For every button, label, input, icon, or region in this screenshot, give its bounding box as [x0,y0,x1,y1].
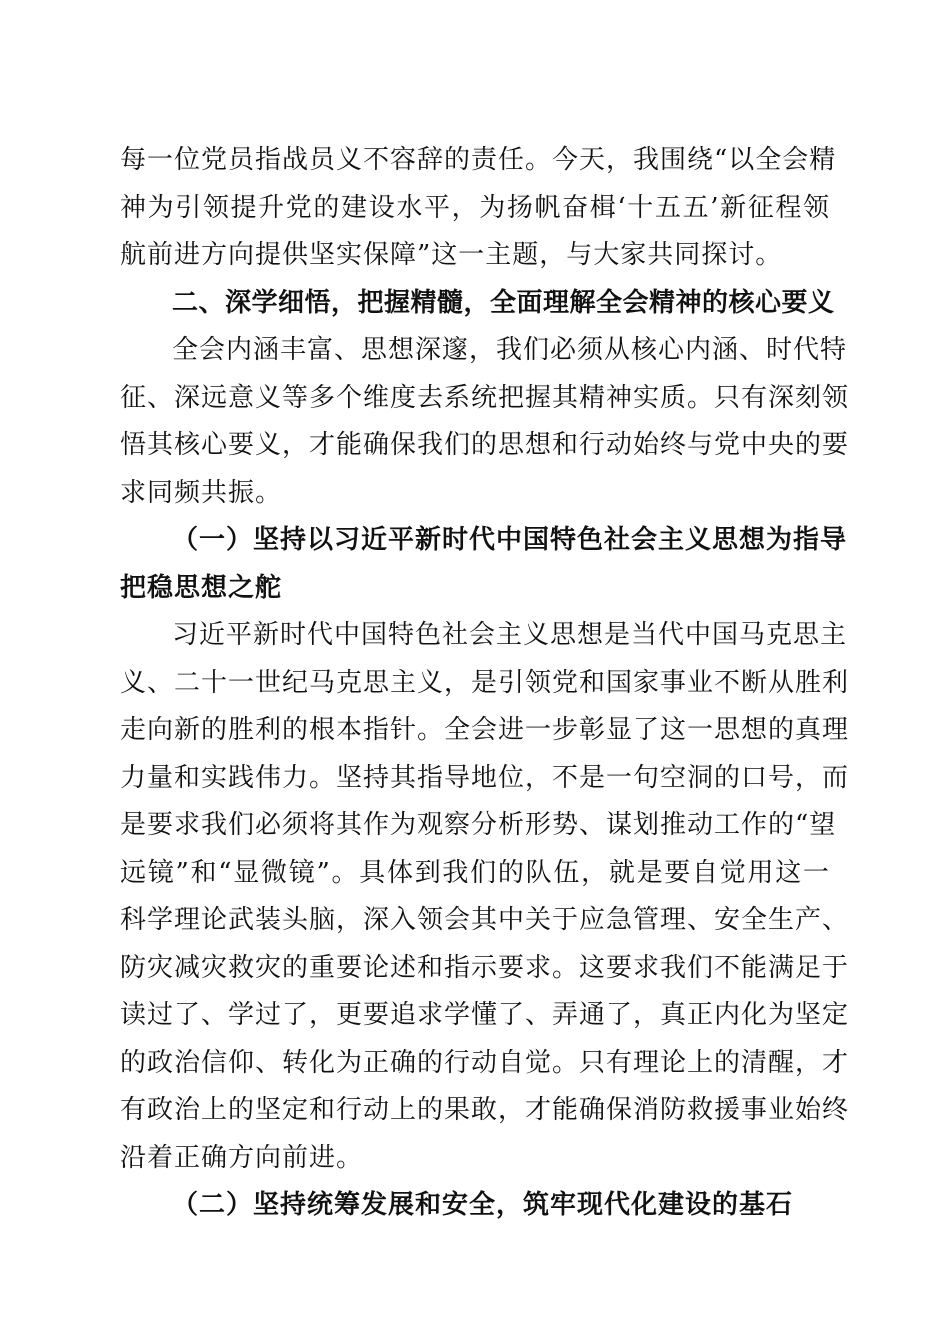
subsection-heading: （二）坚持统筹发展和安全，筑牢现代化建设的基石 [172,1190,794,1220]
body-line: 防灾减灾救灾的重要论述和指示要求。这要求我们不能满足于 [120,952,850,983]
body-line: 力量和实践伟力。坚持其指导地位，不是一句空洞的口号，而 [120,762,850,793]
body-line: 全会内涵丰富、思想深邃，我们必须从核心内涵、时代特 [172,335,848,365]
body-line: 的政治信仰、转化为正确的行动自觉。只有理论上的清醒，才 [120,1047,850,1078]
body-line: 远镜”和“显微镜”。具体到我们的队伍，就是要自觉用这一 [120,857,830,888]
subsection-heading: （一）坚持以习近平新时代中国特色社会主义思想为指导 [172,525,848,555]
body-line: 走向新的胜利的根本指针。全会进一步彰显了这一思想的真理 [120,715,850,745]
document-page [120,137,850,1230]
body-line: 习近平新时代中国特色社会主义思想是当代中国马克思主 [172,620,848,650]
body-line: 有政治上的坚定和行动上的果敢，才能确保消防救援事业始终 [120,1095,850,1125]
subsection-heading: 把稳思想之舵 [120,572,283,603]
body-line: 征、深远意义等多个维度去系统把握其精神实质。只有深刻领 [120,382,850,413]
body-line: 是要求我们必须将其作为观察分析形势、谋划推动工作的“望 [120,810,837,840]
body-line: 神为引领提升党的建设水平，为扬帆奋楫‘十五五’新征程领 [120,192,830,223]
body-line: 义、二十一世纪马克思主义，是引领党和国家事业不断从胜利 [120,667,850,698]
body-line: 悟其核心要义，才能确保我们的思想和行动始终与党中央的要 [120,430,850,460]
body-line: 求同频共振。 [120,477,283,508]
body-line: 沿着正确方向前进。 [120,1142,364,1173]
body-line: 读过了、学过了，更要追求学懂了、弄通了，真正内化为坚定 [120,1000,850,1030]
body-line: 每一位党员指战员义不容辞的责任。今天，我围绕“以全会精 [120,145,837,175]
body-line: 科学理论武装头脑，深入领会其中关于应急管理、安全生产、 [120,905,850,935]
section-heading: 二、深学细悟，把握精髓，全面理解全会精神的核心要义 [172,287,835,318]
body-line: 航前进方向提供坚实保障”这一主题，与大家共同探讨。 [120,240,783,270]
